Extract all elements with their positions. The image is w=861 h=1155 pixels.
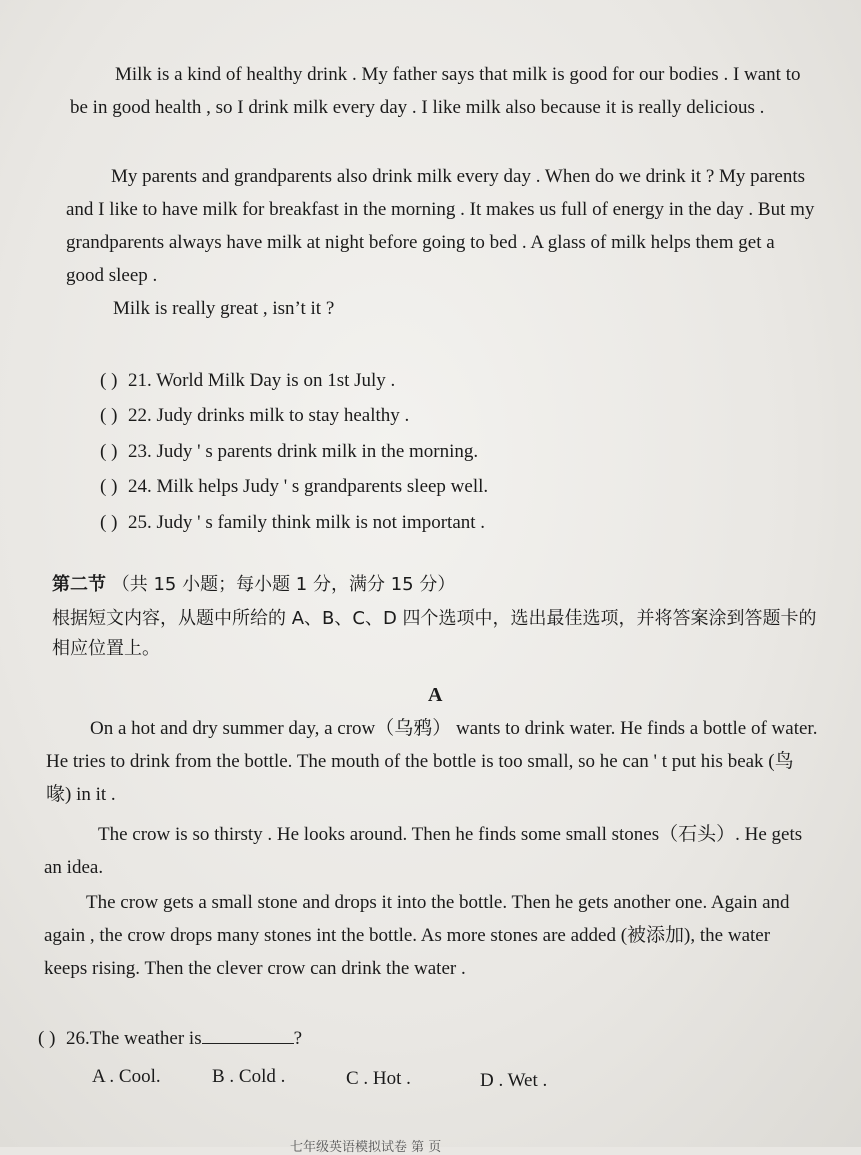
question-25[interactable] (100, 508, 485, 538)
option-a[interactable]: A . Cool. (92, 1066, 161, 1087)
question-21[interactable] (100, 366, 395, 396)
answer-blank[interactable] (202, 1025, 294, 1044)
question-text: 23. Judy ' s parents drink milk in the morning. (128, 441, 479, 462)
page-footer: 七年级英语模拟试卷 第 页 (290, 1140, 442, 1155)
section-info: （共 15 小题；每小题 1 分，满分 15 分） (111, 574, 456, 595)
answer-paren[interactable]: ( ) (100, 441, 118, 462)
question-23[interactable] (100, 437, 478, 467)
milk-paragraph-3: Milk is really great , isn’t it ? (113, 298, 335, 319)
section-2-header (52, 570, 455, 600)
answer-paren[interactable]: ( ) (38, 1028, 56, 1049)
option-b[interactable]: B . Cold . (212, 1066, 286, 1087)
question-stem: 26.The weather is (66, 1028, 202, 1049)
answer-paren[interactable]: ( ) (100, 370, 118, 391)
option-d[interactable]: D . Wet . (480, 1070, 548, 1091)
answer-paren[interactable]: ( ) (100, 512, 118, 533)
section-instruction: 根据短文内容，从题中所给的 A、B、C、D 四个选项中，选出最佳选项，并将答案涂到答题卡的相应位置上。 (52, 608, 817, 659)
crow-paragraph-3: The crow gets a small stone and drops it into the bottle. Then he gets another one. Again and again , the crow drops many stones int the bottle. As more stones are added (被添加), the water keeps rising. Then the clever crow can drink the water . (44, 892, 790, 979)
question-text: 22. Judy drinks milk to stay healthy . (128, 405, 410, 426)
question-24[interactable] (100, 472, 488, 502)
passage-heading: A (428, 684, 443, 706)
question-text: 25. Judy ' s family think milk is not important . (128, 512, 486, 533)
section-title: 第二节 (52, 574, 106, 595)
milk-paragraph-1: Milk is a kind of healthy drink . My father says that milk is good for our bodies . I want to be in good health , so I drink milk every day . I like milk also because it is really delicious . (70, 64, 801, 118)
question-text: 24. Milk helps Judy ' s grandparents sleep well. (128, 476, 489, 497)
question-22[interactable] (100, 401, 409, 431)
answer-paren[interactable]: ( ) (100, 405, 118, 426)
question-end: ? (293, 1028, 303, 1049)
crow-paragraph-2: The crow is so thirsty . He looks around. Then he finds some small stones（石头）. He gets an idea. (44, 824, 803, 878)
question-26[interactable] (38, 1024, 302, 1054)
question-text: 21. World Milk Day is on 1st July . (128, 370, 396, 391)
answer-paren[interactable]: ( ) (100, 476, 118, 497)
option-c[interactable]: C . Hot . (346, 1068, 411, 1089)
crow-paragraph-1: On a hot and dry summer day, a crow（乌鸦） wants to drink water. He finds a bottle of water. He tries to drink from the bottle. The mouth of the bottle is too small, so he can ' t put his beak (鸟喙) in it . (46, 718, 818, 805)
milk-paragraph-2: My parents and grandparents also drink milk every day . When do we drink it ? My parents and I like to have milk for breakfast in the morning . It makes us full of energy in the day . But my grandparents always have milk at night before going to bed . A glass of milk helps them get a good sleep . (66, 166, 815, 286)
